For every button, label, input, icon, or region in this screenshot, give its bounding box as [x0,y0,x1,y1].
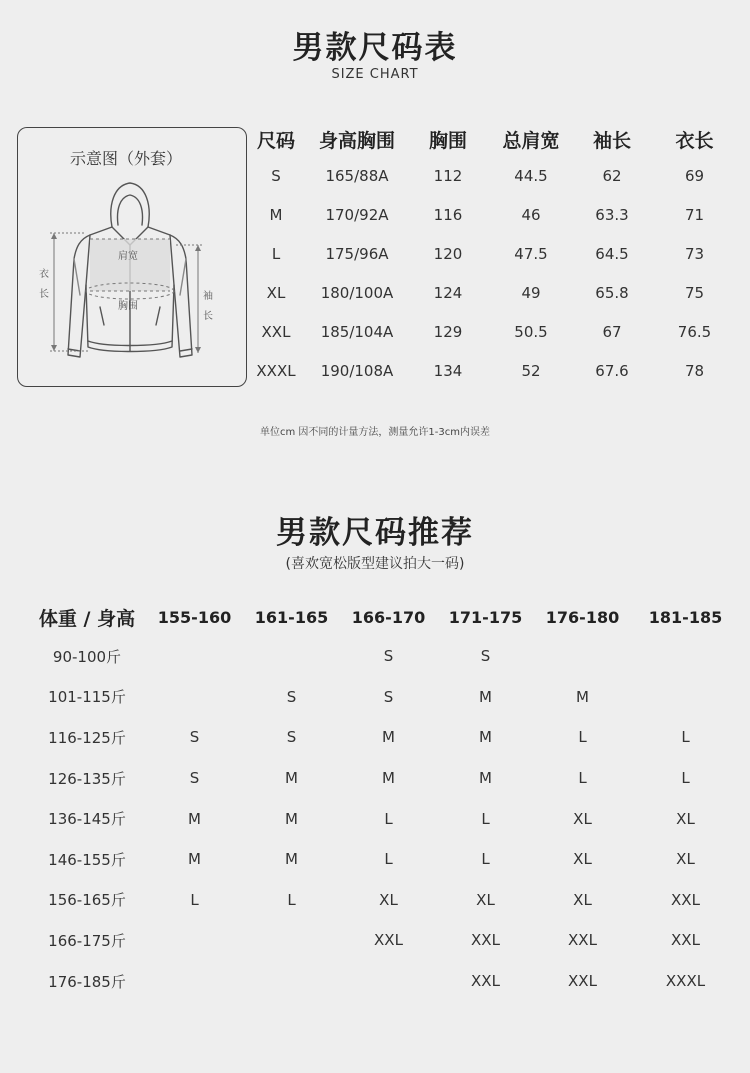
header-height-155-160: 155-160 [157,607,232,627]
cell-weight: 90-100斤 [52,647,122,666]
cell-size [534,636,631,677]
cell-size: S [189,728,200,747]
table-row [247,351,740,390]
cell-size: L [384,850,393,869]
cell-size: L [190,890,199,909]
cell-height-chest: 175/96A [325,244,389,263]
cell-size [146,636,243,677]
cell-size: L [287,890,296,909]
table-row [28,717,740,758]
cell-size: XXL [671,890,700,909]
cell-size: XXL [261,322,291,341]
table-row [28,880,740,921]
header-height-171-175: 171-175 [448,607,523,627]
cell-size: L [384,809,393,828]
recommendation-subtitle: (喜欢宽松版型建议拍大一码) [285,556,465,572]
cell-size: M [479,769,492,788]
cell-shoulder: 47.5 [514,244,548,263]
cell-chest: 134 [433,361,463,380]
cell-size: M [285,809,298,828]
cell-length: 75 [684,283,705,302]
cell-size: XL [573,850,592,869]
table-row [247,273,740,312]
sleeve-label-2: 长 [203,311,213,322]
table-row [247,195,740,234]
header-sleeve: 袖长 [592,129,631,152]
cell-size: M [188,850,201,869]
cell-shoulder: 52 [521,361,541,380]
cell-size [631,677,740,718]
cell-length: 76.5 [677,322,712,341]
cell-length: 69 [684,166,705,185]
cell-size: M [285,850,298,869]
size-chart-title: 男款尺码表 [292,30,458,66]
cell-shoulder: 50.5 [514,322,548,341]
header-height-chest: 身高胸围 [318,129,395,152]
cell-size: L [271,244,281,263]
cell-size [146,961,243,1002]
cell-weight: 156-165斤 [48,891,126,910]
shoulder-label: 肩宽 [118,251,138,262]
cell-size: XXL [471,931,500,950]
cell-size: M [285,769,298,788]
cell-length: 71 [684,205,705,224]
cell-weight: 101-115斤 [48,688,126,707]
header-shoulder: 总肩宽 [502,129,560,152]
cell-weight: 146-155斤 [48,850,126,869]
cell-height-chest: 170/92A [325,205,389,224]
cell-chest: 112 [433,166,463,185]
cell-size: M [479,728,492,747]
cell-weight: 116-125斤 [48,728,126,747]
header-height-166-170: 166-170 [351,607,426,627]
cell-size: M [576,687,589,706]
size-chart-subtitle: SIZE CHART [331,67,419,82]
cell-size: M [382,728,395,747]
table-row [28,798,740,839]
cell-size: L [681,728,690,747]
cell-size: XL [676,850,695,869]
cell-size: S [383,647,394,666]
cell-weight: 176-185斤 [48,972,126,991]
cell-size: S [286,728,297,747]
cell-size: XXL [374,931,403,950]
cell-size [243,920,340,961]
table-row [28,961,740,1002]
cell-sleeve: 67 [602,322,622,341]
cell-size [146,677,243,718]
cell-size [340,961,437,1002]
cell-length: 78 [684,361,705,380]
cell-size: XL [379,890,398,909]
cell-size: S [189,769,200,788]
table-row [247,234,740,273]
cell-height-chest: 185/104A [320,322,394,341]
header-height-181-185: 181-185 [648,607,723,627]
cell-sleeve: 63.3 [595,205,629,224]
cell-height-chest: 180/100A [320,283,394,302]
cell-size [243,636,340,677]
table-row [28,636,740,677]
cell-sleeve: 65.8 [595,283,629,302]
table-row [247,312,740,351]
header-height-176-180: 176-180 [545,607,620,627]
cell-size: XXL [568,931,597,950]
cell-size: XL [573,890,592,909]
header-size: 尺码 [256,129,295,152]
cell-size: XL [573,809,592,828]
header-height-161-165: 161-165 [254,607,329,627]
cell-weight: 166-175斤 [48,931,126,950]
cell-shoulder: 49 [521,283,541,302]
length-label-1: 衣 [39,269,49,280]
cell-size [146,920,243,961]
cell-shoulder: 46 [521,205,541,224]
cell-chest: 116 [433,205,463,224]
cell-size: S [480,647,491,666]
cell-weight: 126-135斤 [48,769,126,788]
recommendation-header-row [28,598,740,636]
measurement-note: 单位cm 因不同的计量方法，测量允许1-3cm内误差 [260,427,490,438]
cell-height-chest: 190/108A [320,361,394,380]
cell-size: XXL [671,931,700,950]
cell-size: L [578,769,587,788]
cell-shoulder: 44.5 [514,166,548,185]
table-row [28,920,740,961]
header-length: 衣长 [675,129,714,152]
cell-size: S [286,687,297,706]
cell-size: XXXL [665,972,706,991]
table-row [28,677,740,718]
header-chest: 胸围 [428,129,467,152]
cell-size: XL [266,283,286,302]
table-row [28,758,740,799]
cell-sleeve: 64.5 [595,244,629,263]
cell-size: L [681,769,690,788]
header-weight-height: 体重 / 身高 [38,607,136,630]
cell-sleeve: 62 [602,166,622,185]
cell-chest: 120 [433,244,463,263]
cell-height-chest: 165/88A [325,166,389,185]
table-row [247,156,740,195]
cell-size: M [188,809,201,828]
sleeve-label-1: 袖 [203,291,213,302]
diagram-label: 示意图（外套） [70,149,183,168]
cell-size [631,636,740,677]
cell-size: XXL [471,972,500,991]
recommendation-title: 男款尺码推荐 [276,515,474,551]
cell-size: S [271,166,281,185]
cell-size: XL [476,890,495,909]
cell-size: S [383,687,394,706]
cell-size: M [269,205,283,224]
cell-chest: 129 [433,322,463,341]
cell-size: L [481,850,490,869]
cell-size: XL [676,809,695,828]
cell-size: XXXL [256,361,296,380]
cell-chest: 124 [433,283,463,302]
chest-label: 胸围 [118,301,138,312]
recommendation-table [28,598,740,1001]
length-label-2: 长 [39,289,49,300]
size-table [247,122,740,390]
jacket-diagram-icon [24,175,239,375]
cell-size: L [578,728,587,747]
cell-size: M [382,769,395,788]
cell-size: XXL [568,972,597,991]
cell-weight: 136-145斤 [48,810,126,829]
cell-size: M [479,687,492,706]
cell-length: 73 [684,244,705,263]
cell-size [243,961,340,1002]
cell-size: L [481,809,490,828]
table-row [28,839,740,880]
cell-sleeve: 67.6 [595,361,629,380]
size-table-header-row [247,122,740,156]
